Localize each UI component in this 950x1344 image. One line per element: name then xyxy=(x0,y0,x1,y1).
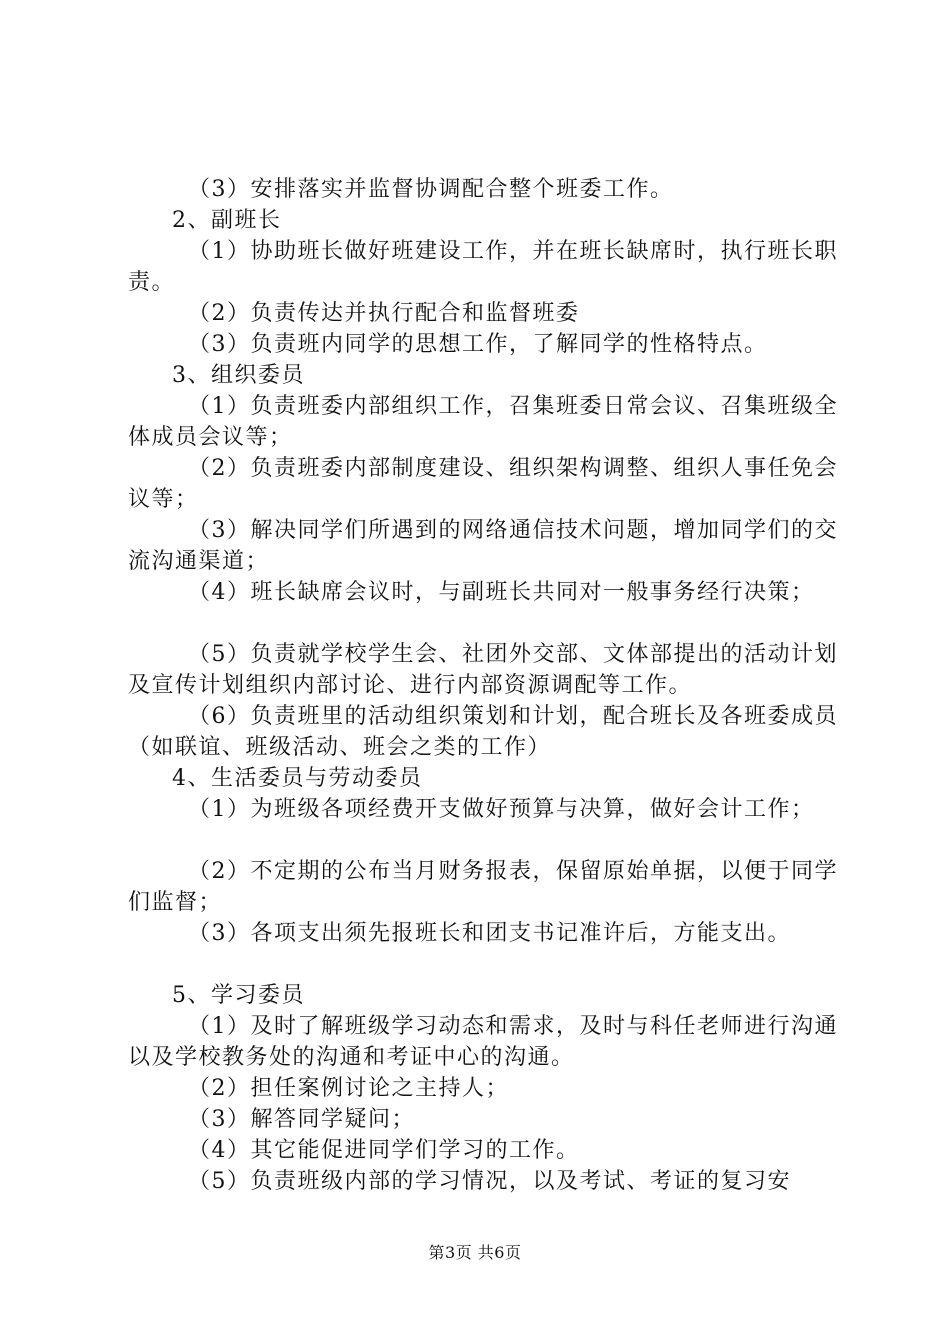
list-item: （6）负责班里的活动组织策划和计划，配合班长及各班委成员（如联谊、班级活动、班会之类的工作） xyxy=(128,704,838,760)
blank-line xyxy=(128,949,848,980)
list-item: （3）安排落实并监督协调配合整个班委工作。 xyxy=(188,177,674,202)
section-heading: 2、副班长 xyxy=(172,208,282,233)
list-item: （1）为班级各项经费开支做好预算与决算，做好会计工作； xyxy=(188,797,815,822)
section-heading: 3、组织委员 xyxy=(172,363,305,388)
list-item: （3）各项支出须先报班长和团支书记准许后，方能支出。 xyxy=(188,921,791,946)
list-item: （1）协助班长做好班建设工作，并在班长缺席时，执行班长职责。 xyxy=(128,239,838,295)
document-body xyxy=(128,174,848,1197)
list-item: （2）担任案例讨论之主持人； xyxy=(188,1076,509,1101)
list-item: （3）负责班内同学的思想工作，了解同学的性格特点。 xyxy=(188,332,768,357)
section-heading: 4、生活委员与劳动委员 xyxy=(172,766,423,791)
list-item: （1）及时了解班级学习动态和需求，及时与科任老师进行沟通以及学校教务处的沟通和考证中心的沟通。 xyxy=(128,1014,838,1070)
list-item: （4）其它能促进同学们学习的工作。 xyxy=(188,1138,580,1163)
list-item: （2）负责传达并执行配合和监督班委 xyxy=(188,301,580,326)
list-item: （5）负责就学校学生会、社团外交部、文体部提出的活动计划及宣传计划组织内部讨论、进行内部资源调配等工作。 xyxy=(128,642,838,698)
blank-line xyxy=(128,825,848,856)
section-heading: 5、学习委员 xyxy=(172,983,305,1008)
page-footer: 第3页 共6页 xyxy=(428,1243,522,1262)
list-item: （1）负责班委内部组织工作，召集班委日常会议、召集班级全体成员会议等； xyxy=(128,394,838,450)
list-item: （4）班长缺席会议时，与副班长共同对一般事务经行决策； xyxy=(188,580,815,605)
list-item: （3）解答同学疑问； xyxy=(188,1107,415,1132)
list-item: （5）负责班级内部的学习情况，以及考试、考证的复习安 xyxy=(188,1169,791,1194)
list-item: （2）负责班委内部制度建设、组织架构调整、组织人事任免会议等； xyxy=(128,456,838,512)
blank-line xyxy=(128,608,848,639)
list-item: （3）解决同学们所遇到的网络通信技术问题，增加同学们的交流沟通渠道； xyxy=(128,518,838,574)
list-item: （2）不定期的公布当月财务报表，保留原始单据，以便于同学们监督； xyxy=(128,859,838,915)
